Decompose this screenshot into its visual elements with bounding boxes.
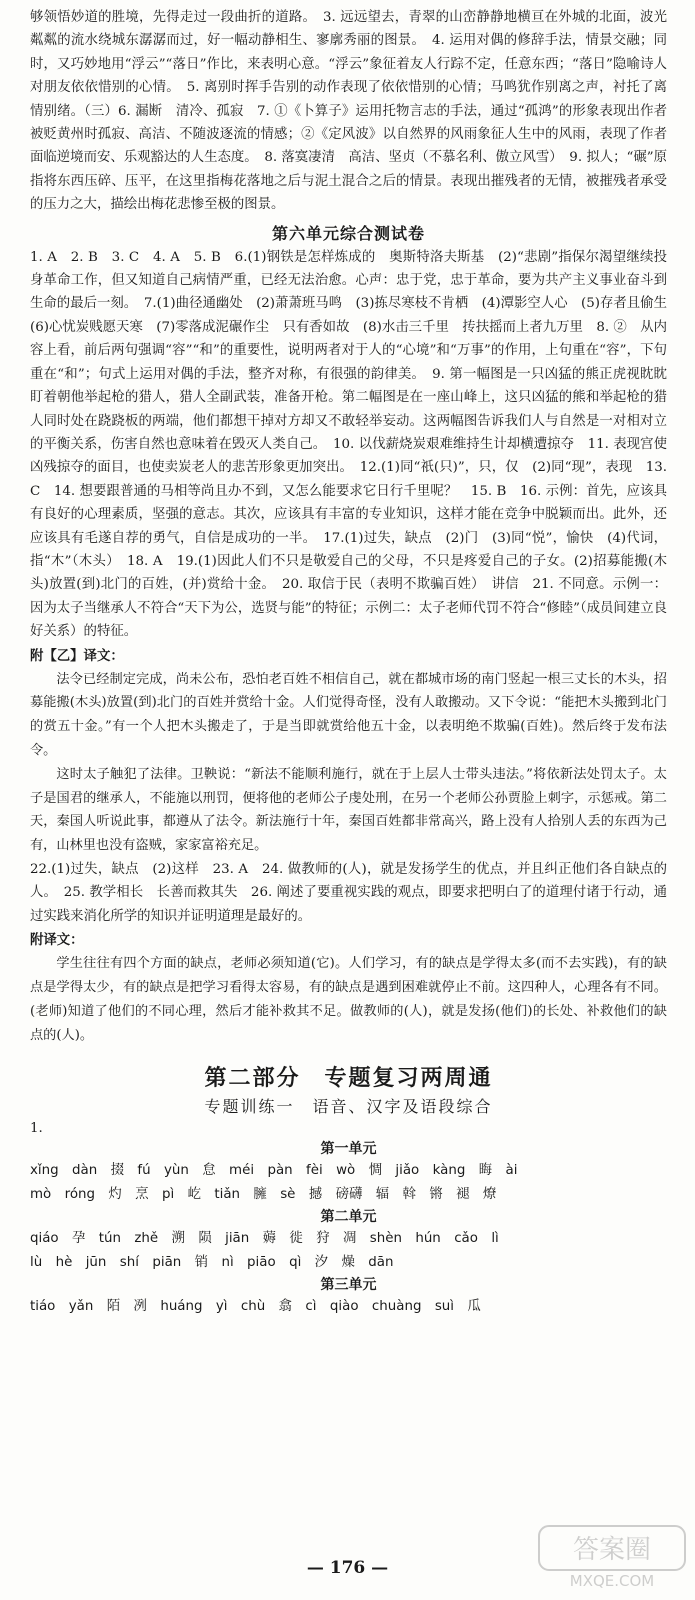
annex1-label: 附【乙】译文： [30, 648, 124, 664]
watermark-url: MXQE.COM [569, 1572, 655, 1590]
unit1-line-1: xǐng dàn 掇 fú yùn 怠 méi pàn fèi wò 惆 jiǎo kàng 晦 ài [30, 1163, 518, 1179]
watermark-logo [537, 1524, 687, 1590]
unit2-title: 第二单元 [320, 1209, 377, 1226]
answers-22-26: 22.(1)过失，缺点 (2)这样 23. A 24. 做教师的(人)，就是发扬学生的优点，并且纠正他们各自缺点的人。 25. 教学相长 长善而救其失 26. 阐述了要重视实践的观点，即要求把明白了的道理付诸于行动，通过实践来消化所学的知识并证明道理是最好的。 [30, 861, 667, 924]
unit2-line-1: qiáo 孕 tún zhě 溯 陨 jiān 薅 徙 狩 凋 shèn hún cǎo lì [30, 1231, 499, 1247]
annex1-paragraph-2: 这时太子触犯了法律。卫鞅说：“新法不能顺利施行，就在于上层人士带头违法。”将依新法处罚太子。太子是国君的继承人，不能施以刑罚，便将他的老师公子虔处刑，在另一个老师公孙贾脸上刺字，示惩戒。第二天，秦国人听说此事，都遵从了法令。新法施行十年，秦国百姓都非常高兴，路上没有人拾别人丢的东西为己有，山林里也没有盗贼，家家富裕充足。 [30, 766, 667, 854]
item-number: 1. [30, 1121, 43, 1137]
annex1-paragraph-1: 法令已经制定完成，尚未公布，恐怕老百姓不相信自己，就在都城市场的南门竖起一根三丈长的木头，招募能搬(木头)放置(到)北门的百姓并赏给十金。人们觉得奇怪，没有人敢搬动。又下令说：“能把木头搬到北门的赏五十金。”有一个人把木头搬走了，于是当即就赏给他五十金，以表明绝不欺骗(百姓)。然后终于发布法令。 [30, 671, 667, 758]
unit2-line-2: lù hè jūn shí piān 销 nì piāo qì 汐 燥 dān [30, 1255, 394, 1271]
intro-paragraph: 够领悟妙道的胜境，先得走过一段曲折的道路。 3. 远远望去，青翠的山峦静静地横亘在外城的北面，波光粼粼的流水绕城东潺潺而过，好一幅动静相生、寥廓秀丽的图景。 4. 运用对偶的修辞手法，情景交融；同时，又巧妙地用“浮云”“落日”作比，来表明心意。“浮云”象征着友人行踪不定，任意东西；“落日”隐喻诗人对朋友依依惜别的心情。 5. 离别时挥手告别的动作表现了依依惜别的心情；马鸣犹作别离之声，衬托了离情别绪。（三）6. 漏断 清冷、孤寂 7. ①《卜算子》运用托物言志的手法，通过“孤鸿”的形象表现出作者被贬黄州时孤寂、高洁、不随波逐流的情感；②《定风波》以自然界的风雨象征人生中的风雨，表现了作者面临逆境而安、乐观豁达的人生态度。 8. 落寞凄清 高洁、坚贞（不慕名利、傲立风雪） 9. 拟人；“碾”原指将东西压碎、压平，在这里指梅花落地之后与泥土混合之后的情景。表现出摧残者的无情，被摧残者承受的压力之大，描绘出梅花悲惨至极的图景。 [30, 10, 667, 213]
watermark-text: 答案圈 [572, 1535, 652, 1565]
part2-subtitle: 专题训练一 语音、汉字及语段综合 [204, 1097, 493, 1117]
unit3-line-1: tiáo yǎn 陌 冽 huáng yì chù 翕 cì qiào chuàng suì 瓜 [30, 1299, 481, 1315]
part2-title: 第二部分 专题复习两周通 [204, 1066, 493, 1092]
section6-title: 第六单元综合测试卷 [271, 223, 425, 243]
unit3-title: 第三单元 [320, 1277, 377, 1294]
unit1-line-2: mò róng 灼 烹 pì 屹 tiǎn 臃 sè 撼 磅礴 辐 斡 锵 褪 燎 [30, 1187, 497, 1203]
section6-answers: 1. A 2. B 3. C 4. A 5. B 6.(1)钢铁是怎样炼成的 奥斯特洛夫斯基 (2)“悲剧”指保尔渴望继续投身革命工作，但又知道自己病情严重，已经无法治愈。心声：忠于党，忠于革命，要为共产主义事业奋斗到生命的最后一刻。 7.(1)曲径通幽处 (2)萧萧班马鸣 (3)拣尽寒枝不肯栖 (4)潭影空人心 (5)存者且偷生 (6)心忧炭贱愿天寒 (7)零落成泥碾作尘 只有香如故 (8)水击三千里 抟扶摇而上者九万里 8. ② 从内容上看，前后两句强调“容”“和”的重要性，说明两者对于人的“心境”和“万事”的作用，上句重在“容”，下句重在“和”；句式上运用对偶的手法，整齐对称，有很强的韵律美。 9. 第一幅图是一只凶猛的熊正虎视眈眈盯着朝他举起枪的猎人，猎人全副武装，准备开枪。第二幅图是在一座山峰上，这只凶猛的熊和举起枪的猎人同时处在跷跷板的两端，他们都想干掉对方却又不敢轻举妄动。这两幅图告诉我们人与自然是一对相对立的平衡关系，伤害自然也意味着在毁灭人类自己。 10. 以伐薪烧炭艰难维持生计却横遭掠夺 11. 表现宫使凶残掠夺的面目，也使卖炭老人的悲苦形象更加突出。 12.(1)同“祇(只)”，只，仅 (2)同“现”，表现 13. C 14. 想要跟普通的马相等尚且办不到，又怎么能要求它日行千里呢？ 15. B 16. 示例：首先，应该具有良好的心理素质，坚强的意志。其次，应该具有丰富的专业知识，这样才能在竞争中脱颖而出。此外，还应该具有毛遂自荐的勇气，自信是成功的一半。 17.(1)过失，缺点 (2)门 (3)同“悦”，愉快 (4)代词，指“木”（木头） 18. A 19.(1)因此人们不只是敬爱自己的父母，不只是疼爱自己的子女。(2)招募能搬(木头)放置(到)北门的百姓，(并)赏给十金。 20. 取信于民（表明不欺骗百姓） 讲信 21. 不同意。示例一：因为太子当继承人不符合“天下为公，选贤与能”的特征；示例二：太子老师代罚不符合“修睦”（成员间建立良好关系）的特征。 [30, 249, 681, 640]
page-number: — 176 — [306, 1558, 389, 1578]
annex2-paragraph-1: 学生往往有四个方面的缺点，老师必须知道(它)。人们学习，有的缺点是学得太多(而不去实践)，有的缺点是学得太少，有的缺点是把学习看得太容易，有的缺点是遇到困难就停止不前。这四种人，心理各有不同。(老师)知道了他们的不同心理，然后才能补救其不足。做教师的(人)，就是发扬(他们)的长处、补救他们的缺点的(人)。 [30, 956, 667, 1043]
annex2-label: 附译文： [30, 933, 84, 949]
unit1-title: 第一单元 [320, 1141, 377, 1158]
